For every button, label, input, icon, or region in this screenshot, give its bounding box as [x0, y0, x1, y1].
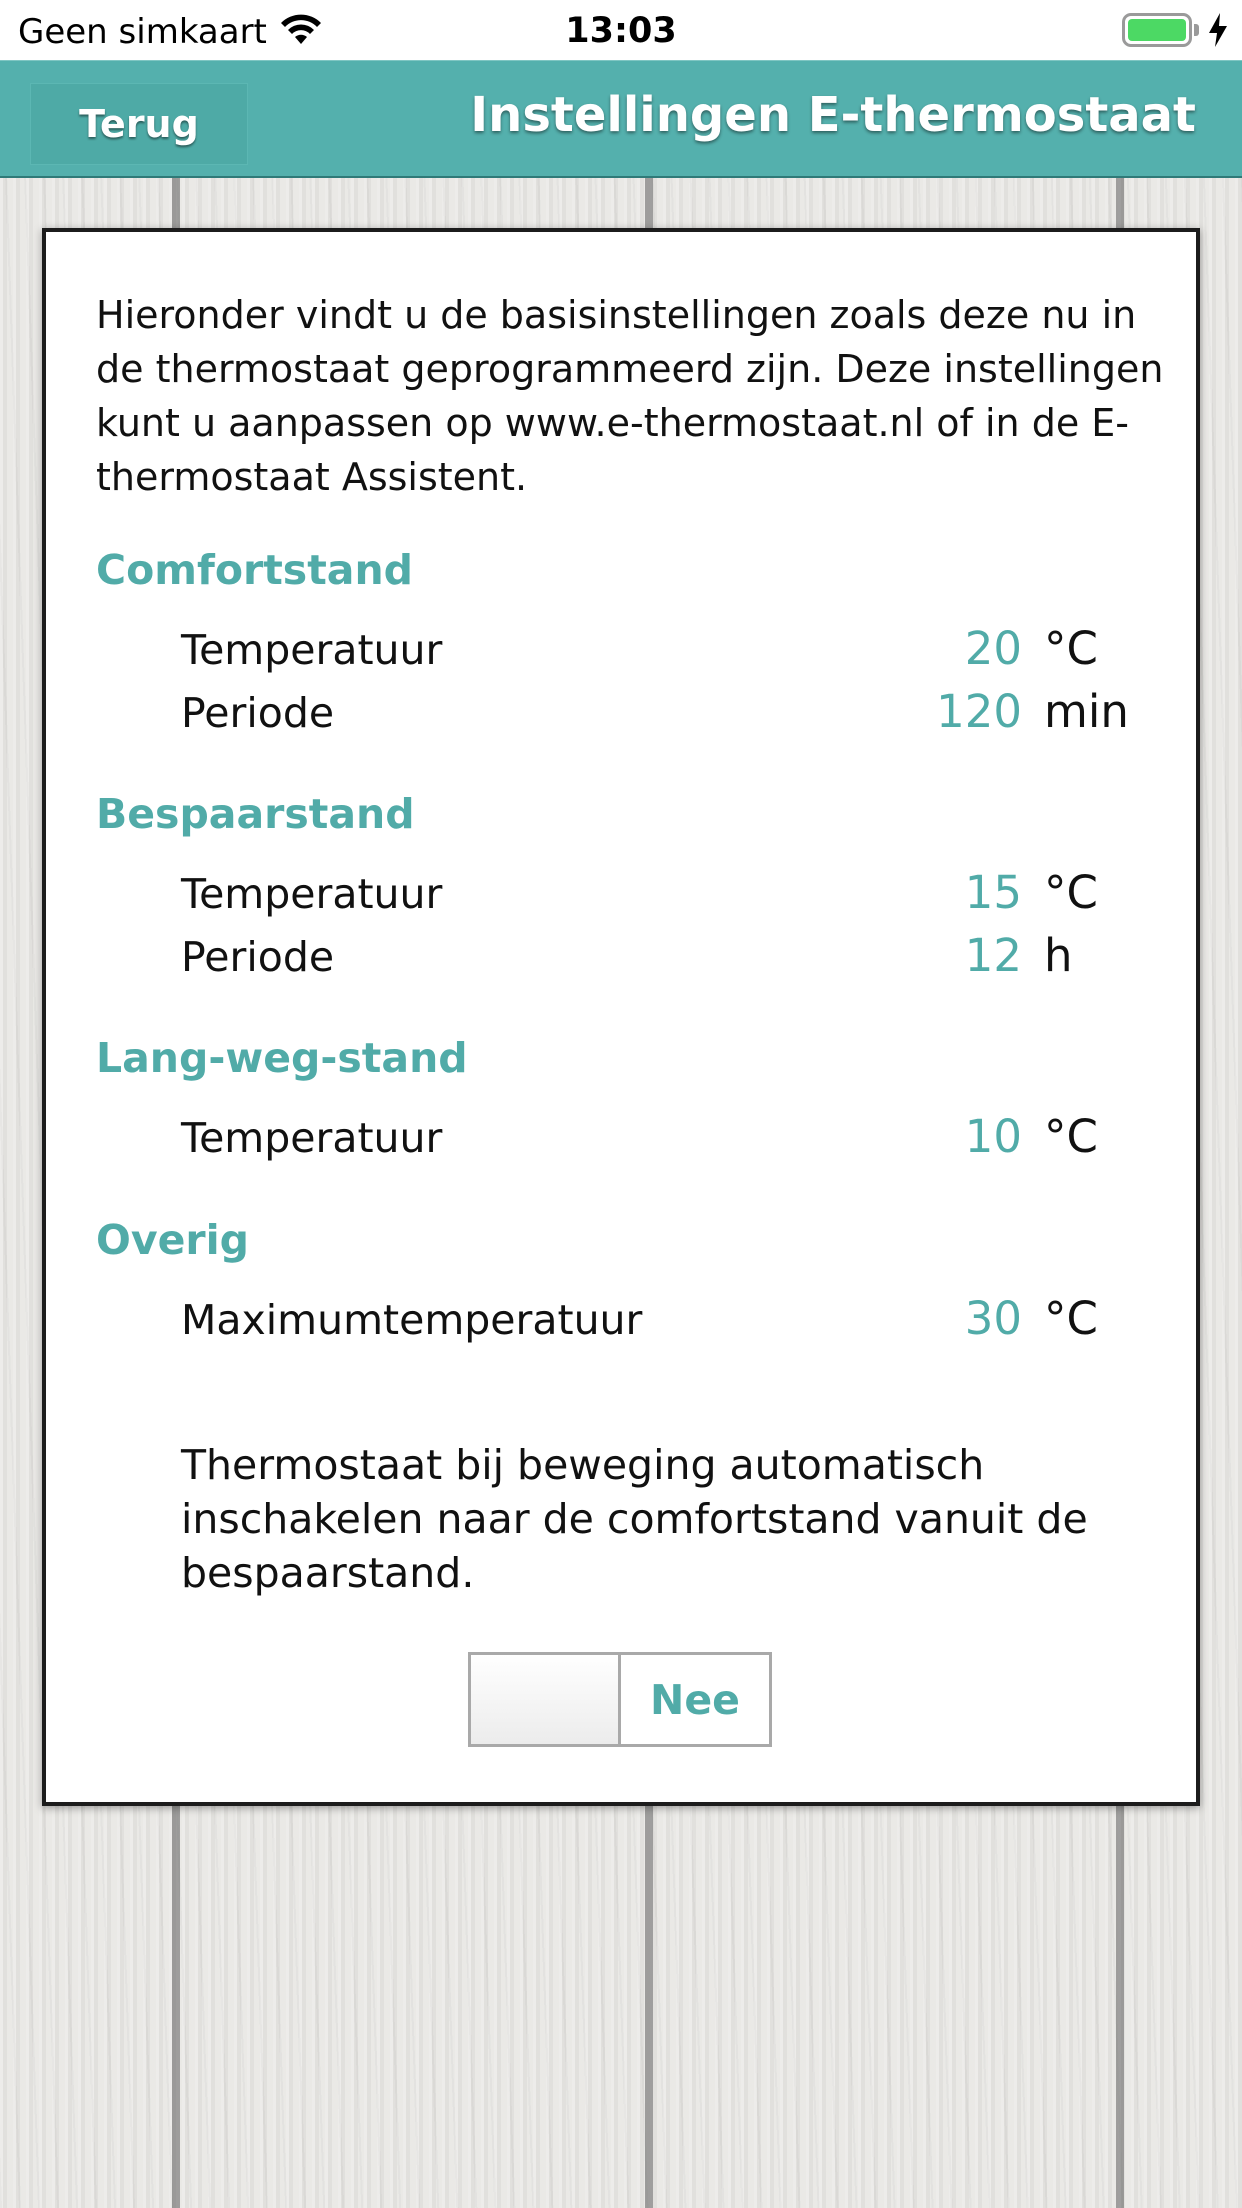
toggle-state-label: Nee [650, 1675, 740, 1724]
back-button[interactable]: Terug [30, 83, 248, 165]
battery-icon [1122, 13, 1192, 47]
battery-tip [1194, 24, 1199, 36]
toggle-knob[interactable] [471, 1655, 621, 1744]
status-bar [0, 0, 1242, 60]
section-bespaar-title: Bespaarstand [96, 790, 415, 838]
bespaar-temperature-label: Temperatuur [181, 870, 443, 918]
langweg-temperature-unit: °C [1044, 1110, 1098, 1163]
max-temperature-value: 30 [964, 1292, 1022, 1345]
langweg-temperature-value: 10 [964, 1110, 1022, 1163]
bespaar-period-unit: h [1044, 929, 1073, 982]
section-overig-title: Overig [96, 1216, 250, 1264]
clock: 13:03 [565, 11, 677, 51]
bespaar-period-label: Periode [181, 933, 335, 981]
settings-card [42, 228, 1200, 1806]
bespaar-temperature-value: 15 [964, 866, 1022, 919]
section-comfort-title: Comfortstand [96, 546, 414, 594]
section-langweg-title: Lang-weg-stand [96, 1034, 468, 1082]
comfort-temperature-label: Temperatuur [181, 626, 443, 674]
motion-toggle[interactable] [468, 1652, 772, 1747]
charging-bolt-icon [1206, 12, 1230, 48]
bespaar-period-value: 12 [964, 929, 1022, 982]
comfort-period-unit: min [1044, 685, 1129, 738]
bespaar-temperature-unit: °C [1044, 866, 1098, 919]
navigation-bar [0, 60, 1242, 178]
intro-text: Hieronder vindt u de basisinstellingen zoals deze nu in de thermostaat geprogrammeerd zijn. Deze instellingen kunt u aanpassen op www.e-thermostaat.nl of in de E-thermostaat Assistent. [96, 293, 1164, 499]
motion-setting-description: Thermostaat bij beweging automatisch inschakelen naar de comfortstand vanuit de bespaarstand. [181, 1441, 1088, 1597]
langweg-temperature-label: Temperatuur [181, 1114, 443, 1162]
max-temperature-label: Maximumtemperatuur [181, 1296, 643, 1344]
comfort-period-label: Periode [181, 689, 335, 737]
max-temperature-unit: °C [1044, 1292, 1098, 1345]
comfort-temperature-unit: °C [1044, 622, 1098, 675]
comfort-period-value: 120 [936, 685, 1022, 738]
carrier-label: Geen simkaart [18, 12, 267, 52]
comfort-temperature-value: 20 [964, 622, 1022, 675]
page-title: Instellingen E-thermostaat [470, 87, 1196, 143]
